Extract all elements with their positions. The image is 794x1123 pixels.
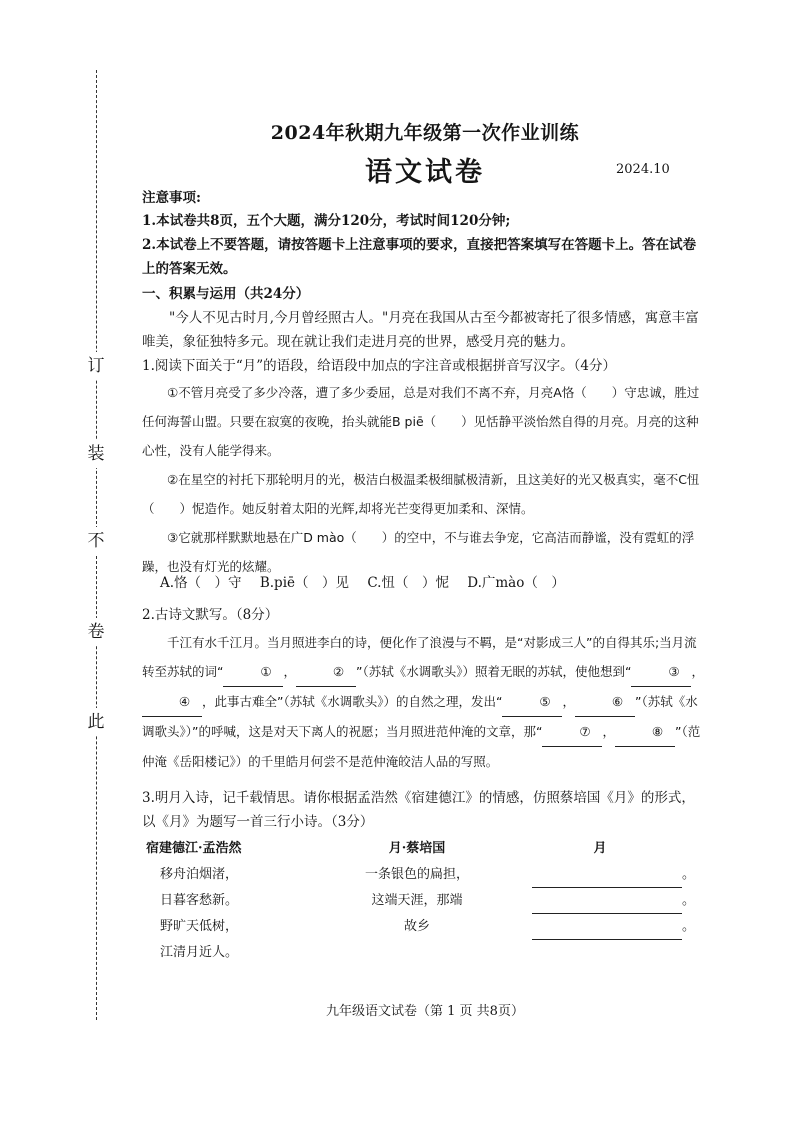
answer-line-2 — [532, 897, 682, 914]
poem-1-line-3: 野旷天低树， — [160, 919, 239, 934]
poem-2-line-2: 这端天涯，那端 — [371, 893, 463, 908]
binding-char-juan: 卷 — [82, 618, 110, 646]
poem-3-title: 月 — [593, 841, 607, 856]
answer-line-3 — [532, 923, 682, 940]
q2-blank-4: ④ — [142, 687, 202, 717]
binding-char-bu: 不 — [82, 527, 110, 555]
exam-date: 2024.10 — [616, 162, 670, 177]
exam-title: 2024年秋期九年级第一次作业训练 — [270, 122, 580, 144]
q2-blank-3: ③ — [631, 657, 691, 687]
q2-blank-8: ⑧ — [615, 717, 675, 747]
q1-option-c: C.忸（ ）怩 — [367, 575, 449, 591]
q2-blank-5: ⑤ — [502, 687, 562, 717]
exam-subtitle: 语文试卷 — [365, 157, 485, 188]
notes-item-1: 1.本试卷共8页，五个大题，满分120分，考试时间120分钟; — [142, 213, 511, 229]
section-1-intro: "今人不见古时月,今月曾经照古人。"月亮在我国从古至今都被寄托了很多情感，寓意丰富唯美，象征独特多元。现在就让我们走进月亮的世界，感受月亮的魅力。 — [142, 310, 699, 350]
q2-blank-1: ① — [223, 657, 283, 687]
poem-2-line-3: 故乡 — [403, 919, 430, 934]
q1-options — [142, 571, 726, 595]
q2-blank-2: ② — [296, 657, 356, 687]
q1-paragraph-1: ①不管月亮受了多少冷落，遭了多少委屈，总是对我们不离不弃，月亮A恪（ ）守忠诚，胜过任何海誓山盟。只要在寂寞的夜晚，抬头就能B piē（ ）见恬静平淡怡然自得的月亮。月亮的这种心性，没有人能学得来。 — [142, 385, 700, 458]
q2-sep-3: ， — [562, 694, 575, 709]
q1-option-d: D.广mào（ ） — [467, 575, 565, 591]
poem-2-line-1: 一条银色的扁担， — [364, 867, 469, 882]
binding-char-ding: 订 — [82, 352, 110, 380]
q2-text-e: ”（范仲淹《岳阳楼记》）的千里皓月何尝不是范仲淹皎洁人品的写照。 — [142, 724, 701, 769]
poem-1-title: 宿建德江·孟浩然 — [146, 841, 242, 856]
q2-sep-2: ， — [691, 664, 704, 679]
q2-sep-1: ， — [283, 664, 296, 679]
q1-option-a: A.恪（ ）守 — [160, 575, 242, 591]
poem-column-meng — [146, 836, 242, 966]
answer-line-3-end: 。 — [682, 919, 696, 934]
q2-text-b: ”（苏轼《水调歌头》）照着无眠的苏轼，使他想到“ — [356, 664, 632, 679]
poem-1-line-1: 移舟泊烟渚， — [160, 867, 239, 882]
q1-prompt: 1.阅读下面关于“月”的语段，给语段中加点的字注音或根据拼音写汉字。（4分） — [142, 358, 617, 374]
q2-text-a: 千江有水千江月。当月照进李白的诗，便化作了浪漫与不羁，是“对影成三人”的自得其乐;当月流转至苏轼的词“ — [142, 635, 697, 679]
q2-prompt: 2.古诗文默写。（8分） — [142, 607, 279, 623]
q1-paragraph-2: ②在星空的衬托下那轮明月的光，极洁白极温柔极细腻极清新，且这美好的光又极真实，毫不C忸（ ）怩造作。她反射着太阳的光辉,却将光芒变得更加柔和、深情。 — [142, 472, 700, 516]
notes-heading: 注意事项: — [142, 190, 201, 206]
notes-item-2: 2.本试卷上不要答题，请按答题卡上注意事项的要求，直接把答案填写在答题卡上。答在试卷上的答案无效。 — [142, 237, 697, 277]
binding-char-zhuang: 装 — [82, 440, 110, 468]
q2-sep-4: ， — [602, 724, 615, 739]
q2-passage — [142, 628, 708, 776]
poem-2-title: 月·蔡培国 — [388, 841, 446, 856]
q1-option-b: B.piē（ ）见 — [259, 575, 350, 591]
q3-prompt: 3.明月入诗，记千载情思。请你根据孟浩然《宿建德江》的情感，仿照蔡培国《月》的形式，以《月》为题写一首三行小诗。（3分） — [142, 790, 695, 830]
section-1-heading: 一、积累与运用（共24分） — [142, 286, 310, 302]
answer-line-2-end: 。 — [682, 893, 696, 908]
answer-line-1 — [532, 871, 682, 888]
page-footer: 九年级语文试卷（第 1 页 共8页） — [326, 1004, 524, 1019]
poem-1-line-2: 日暮客愁新。 — [160, 893, 239, 908]
q1-paragraph-3: ③它就那样默默地悬在广D mào（ ）的空中，不与谁去争宠，它高洁而静谧，没有霓虹的浮躁，也没有灯光的炫耀。 — [142, 530, 695, 574]
poem-column-answer — [532, 836, 708, 940]
answer-line-1-end: 。 — [682, 867, 696, 882]
q2-text-d: ”（苏轼《水调歌头》）”的呼喊，这是对天下离人的祝愿；当月照进范仲淹的文章，那“ — [142, 694, 698, 739]
binding-char-ci: 此 — [82, 708, 110, 736]
q2-blank-6: ⑥ — [575, 687, 635, 717]
poem-1-line-4: 江清月近人。 — [160, 945, 239, 960]
q2-text-c: ，此事古难全”（苏轼《水调歌头》）的自然之理，发出“ — [202, 694, 503, 709]
poem-column-cai — [342, 836, 492, 940]
q2-blank-7: ⑦ — [542, 717, 602, 747]
